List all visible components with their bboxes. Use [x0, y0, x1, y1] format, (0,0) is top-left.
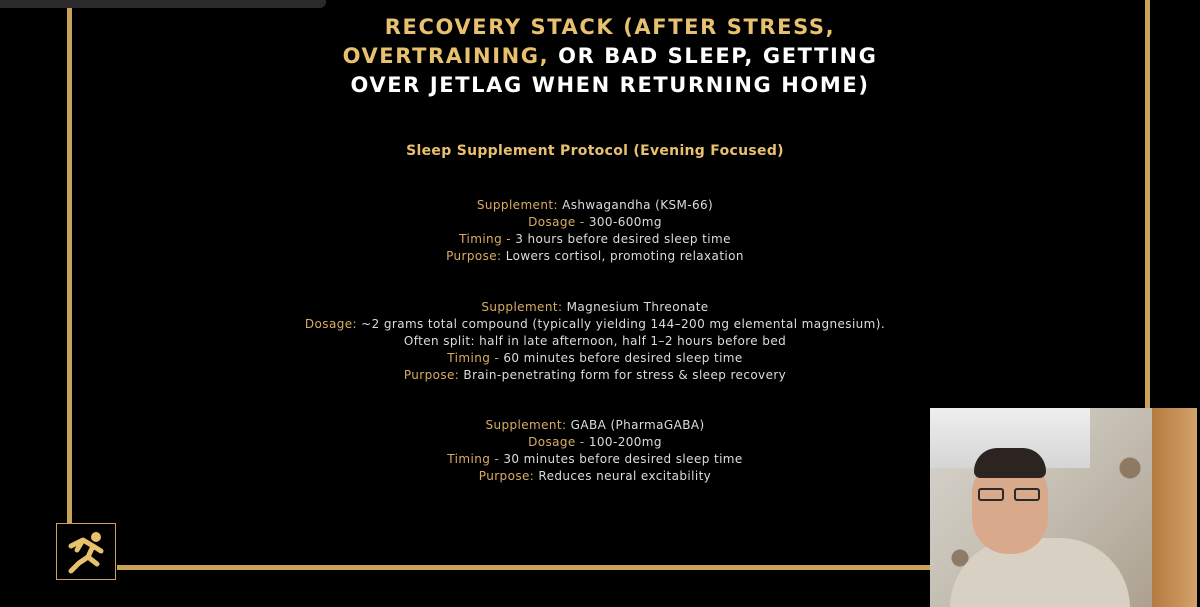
line-label: Dosage -	[528, 215, 585, 229]
line-value: 100-200mg	[584, 435, 662, 449]
line-value: 3 hours before desired sleep time	[511, 232, 731, 246]
purpose-line	[200, 367, 990, 384]
line-label: Purpose:	[446, 249, 502, 263]
supplement-line	[200, 417, 990, 434]
presenter-webcam	[930, 408, 1197, 607]
line-label: Timing -	[459, 232, 512, 246]
supplement-line	[200, 197, 990, 214]
glasses-icon	[976, 488, 1044, 502]
line-label: Timing -	[447, 351, 500, 365]
window-top-bar	[0, 0, 326, 8]
presenter-hair	[974, 448, 1046, 478]
slide-frame-right	[1145, 0, 1150, 408]
slide-subtitle: Sleep Supplement Protocol (Evening Focused)	[406, 143, 784, 159]
slide-frame-left	[67, 8, 72, 526]
line-label: Supplement:	[476, 198, 558, 212]
purpose-line	[200, 248, 990, 265]
line-label: Timing -	[447, 452, 500, 466]
line-value: Reduces neural excitability	[534, 469, 712, 483]
running-person-icon	[57, 524, 115, 579]
line-value: Ashwagandha (KSM-66)	[557, 198, 714, 212]
dosage-line	[200, 214, 990, 231]
supplement-block-gaba	[200, 417, 990, 485]
line-value: Magnesium Threonate	[562, 300, 709, 314]
line-value: Lowers cortisol, promoting relaxation	[501, 249, 744, 263]
supplement-block-magnesium	[200, 299, 990, 384]
line-label: Purpose:	[403, 368, 460, 382]
brand-logo	[56, 523, 116, 580]
dosage-line	[200, 316, 990, 333]
supplement-block-ashwagandha	[200, 197, 990, 265]
line-value: Brain-penetrating form for stress & sleep recovery	[459, 368, 787, 382]
title-line-1: RECOVERY STACK (AFTER STRESS,	[384, 15, 836, 39]
title-line-2	[300, 42, 920, 71]
slide-title	[300, 13, 920, 100]
title-line-3: OVER JETLAG WHEN RETURNING HOME)	[350, 73, 870, 97]
title-line-2-white: OR BAD SLEEP, GETTING	[549, 44, 878, 68]
slide-frame-bottom	[117, 565, 930, 570]
timing-line	[200, 451, 990, 468]
purpose-line	[200, 468, 990, 485]
line-label: Supplement:	[481, 300, 563, 314]
line-label: Dosage -	[528, 435, 585, 449]
line-value: ~2 grams total compound (typically yielding 144–200 mg elemental magnesium).	[356, 317, 886, 331]
timing-line	[200, 231, 990, 248]
dosage-line	[200, 434, 990, 451]
timing-line	[200, 350, 990, 367]
line-value: GABA (PharmaGABA)	[566, 418, 705, 432]
line-value: Often split: half in late afternoon, half 1–2 hours before bed	[403, 334, 787, 348]
line-value: 30 minutes before desired sleep time	[499, 452, 743, 466]
supplement-line	[200, 299, 990, 316]
title-line-2-gold: OVERTRAINING,	[342, 44, 550, 68]
line-value: 60 minutes before desired sleep time	[499, 351, 743, 365]
dosage-note-line	[200, 333, 990, 350]
line-value: 300-600mg	[584, 215, 662, 229]
webcam-door	[1152, 408, 1197, 607]
line-label: Supplement:	[485, 418, 567, 432]
line-label: Dosage:	[304, 317, 357, 331]
line-label: Purpose:	[478, 469, 535, 483]
